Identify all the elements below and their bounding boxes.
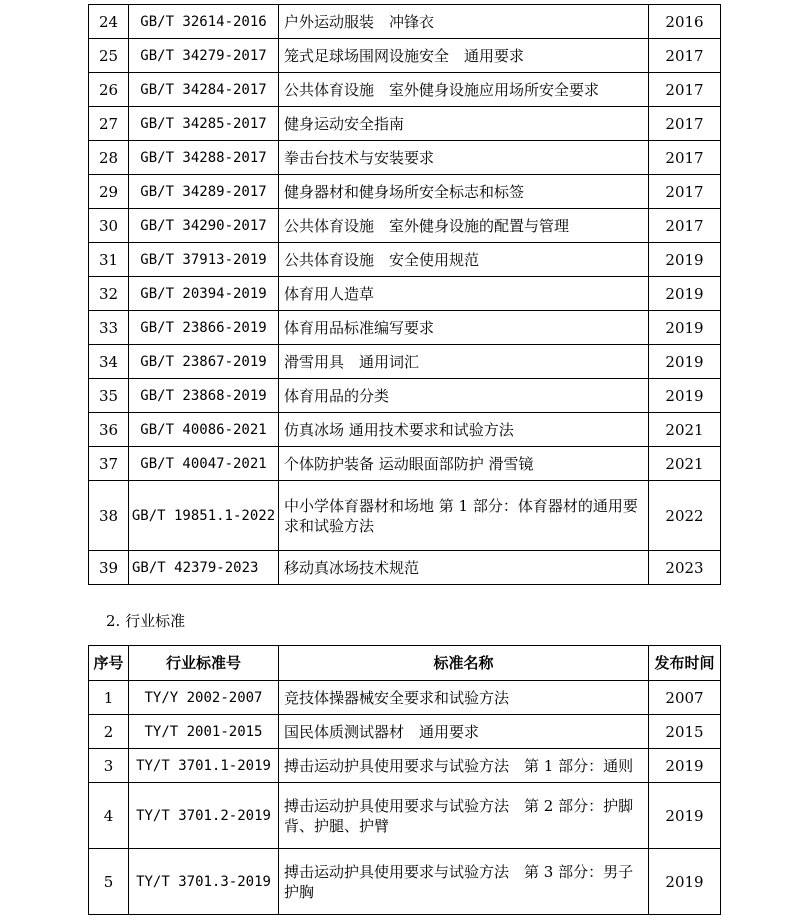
standard-name: 搏击运动护具使用要求与试验方法 第 2 部分：护脚背、护腿、护臂 — [279, 783, 649, 849]
standard-name: 体育用品的分类 — [279, 379, 649, 413]
table-row — [89, 39, 721, 73]
standard-code: GB/T 37913-2019 — [129, 243, 279, 277]
release-year: 2019 — [649, 749, 721, 783]
industry-standards-table — [88, 645, 721, 915]
standard-name: 竞技体操器械安全要求和试验方法 — [279, 681, 649, 715]
standard-code: GB/T 20394-2019 — [129, 277, 279, 311]
row-number: 4 — [89, 783, 129, 849]
row-number: 38 — [89, 481, 129, 551]
release-year: 2015 — [649, 715, 721, 749]
table-row — [89, 73, 721, 107]
header-code: 行业标准号 — [129, 646, 279, 681]
standard-code: GB/T 23866-2019 — [129, 311, 279, 345]
standard-name: 国民体质测试器材 通用要求 — [279, 715, 649, 749]
table-row — [89, 107, 721, 141]
release-year: 2017 — [649, 175, 721, 209]
section-heading: 2. 行业标准 — [106, 612, 186, 630]
release-year: 2019 — [649, 277, 721, 311]
table-row — [89, 345, 721, 379]
row-number: 39 — [89, 551, 129, 585]
row-number: 5 — [89, 849, 129, 915]
row-number: 37 — [89, 447, 129, 481]
release-year: 2017 — [649, 73, 721, 107]
table-row — [89, 277, 721, 311]
release-year: 2017 — [649, 39, 721, 73]
release-year: 2023 — [649, 551, 721, 585]
national-standards-table — [88, 4, 721, 585]
table-row — [89, 243, 721, 277]
release-year: 2007 — [649, 681, 721, 715]
release-year: 2022 — [649, 481, 721, 551]
release-year: 2017 — [649, 141, 721, 175]
standard-code: TY/T 2001-2015 — [129, 715, 279, 749]
table-row — [89, 209, 721, 243]
release-year: 2017 — [649, 107, 721, 141]
header-no: 序号 — [89, 646, 129, 681]
row-number: 30 — [89, 209, 129, 243]
standard-name: 滑雪用具 通用词汇 — [279, 345, 649, 379]
row-number: 25 — [89, 39, 129, 73]
standard-code: GB/T 23868-2019 — [129, 379, 279, 413]
standard-code: GB/T 19851.1-2022 — [129, 481, 279, 551]
row-number: 1 — [89, 681, 129, 715]
row-number: 24 — [89, 5, 129, 39]
row-number: 29 — [89, 175, 129, 209]
table-row — [89, 175, 721, 209]
standard-code: TY/Y 2002-2007 — [129, 681, 279, 715]
table-row — [89, 141, 721, 175]
standard-code: GB/T 23867-2019 — [129, 345, 279, 379]
row-number: 28 — [89, 141, 129, 175]
row-number: 36 — [89, 413, 129, 447]
row-number: 35 — [89, 379, 129, 413]
standard-code: GB/T 34285-2017 — [129, 107, 279, 141]
standard-code: TY/T 3701.2-2019 — [129, 783, 279, 849]
row-number: 32 — [89, 277, 129, 311]
release-year: 2019 — [649, 311, 721, 345]
row-number: 34 — [89, 345, 129, 379]
standard-code: TY/T 3701.3-2019 — [129, 849, 279, 915]
standard-name: 搏击运动护具使用要求与试验方法 第 1 部分：通则 — [279, 749, 649, 783]
standard-code: TY/T 3701.1-2019 — [129, 749, 279, 783]
table-row — [89, 715, 721, 749]
standard-name: 仿真冰场 通用技术要求和试验方法 — [279, 413, 649, 447]
table-row — [89, 849, 721, 915]
table-row — [89, 311, 721, 345]
standard-name: 拳击台技术与安装要求 — [279, 141, 649, 175]
release-year: 2019 — [649, 345, 721, 379]
table-row — [89, 379, 721, 413]
standard-name: 公共体育设施 室外健身设施应用场所安全要求 — [279, 73, 649, 107]
standard-code: GB/T 34288-2017 — [129, 141, 279, 175]
standard-name: 健身器材和健身场所安全标志和标签 — [279, 175, 649, 209]
row-number: 31 — [89, 243, 129, 277]
release-year: 2019 — [649, 783, 721, 849]
table-row — [89, 749, 721, 783]
row-number: 27 — [89, 107, 129, 141]
table-row — [89, 413, 721, 447]
standard-name: 笼式足球场围网设施安全 通用要求 — [279, 39, 649, 73]
table-row — [89, 5, 721, 39]
header-year: 发布时间 — [649, 646, 721, 681]
table-row — [89, 783, 721, 849]
row-number: 26 — [89, 73, 129, 107]
standard-name: 公共体育设施 安全使用规范 — [279, 243, 649, 277]
release-year: 2019 — [649, 849, 721, 915]
release-year: 2019 — [649, 379, 721, 413]
release-year: 2017 — [649, 209, 721, 243]
standard-code: GB/T 42379-2023 — [129, 551, 279, 585]
release-year: 2016 — [649, 5, 721, 39]
standard-code: GB/T 40086-2021 — [129, 413, 279, 447]
standard-code: GB/T 40047-2021 — [129, 447, 279, 481]
standard-name: 公共体育设施 室外健身设施的配置与管理 — [279, 209, 649, 243]
table-row — [89, 481, 721, 551]
standard-name: 健身运动安全指南 — [279, 107, 649, 141]
standard-code: GB/T 32614-2016 — [129, 5, 279, 39]
row-number: 2 — [89, 715, 129, 749]
header-name: 标准名称 — [279, 646, 649, 681]
standard-code: GB/T 34279-2017 — [129, 39, 279, 73]
row-number: 3 — [89, 749, 129, 783]
release-year: 2021 — [649, 413, 721, 447]
standard-name: 搏击运动护具使用要求与试验方法 第 3 部分：男子护胸 — [279, 849, 649, 915]
table-row — [89, 551, 721, 585]
standard-name: 中小学体育器材和场地 第 1 部分：体育器材的通用要求和试验方法 — [279, 481, 649, 551]
standard-code: GB/T 34290-2017 — [129, 209, 279, 243]
table-row — [89, 447, 721, 481]
standard-code: GB/T 34289-2017 — [129, 175, 279, 209]
standard-name: 体育用品标准编写要求 — [279, 311, 649, 345]
standard-name: 体育用人造草 — [279, 277, 649, 311]
table-header-row — [89, 646, 721, 681]
standard-name: 户外运动服装 冲锋衣 — [279, 5, 649, 39]
standard-name: 移动真冰场技术规范 — [279, 551, 649, 585]
row-number: 33 — [89, 311, 129, 345]
release-year: 2021 — [649, 447, 721, 481]
standard-name: 个体防护装备 运动眼面部防护 滑雪镜 — [279, 447, 649, 481]
standard-code: GB/T 34284-2017 — [129, 73, 279, 107]
release-year: 2019 — [649, 243, 721, 277]
table-row — [89, 681, 721, 715]
